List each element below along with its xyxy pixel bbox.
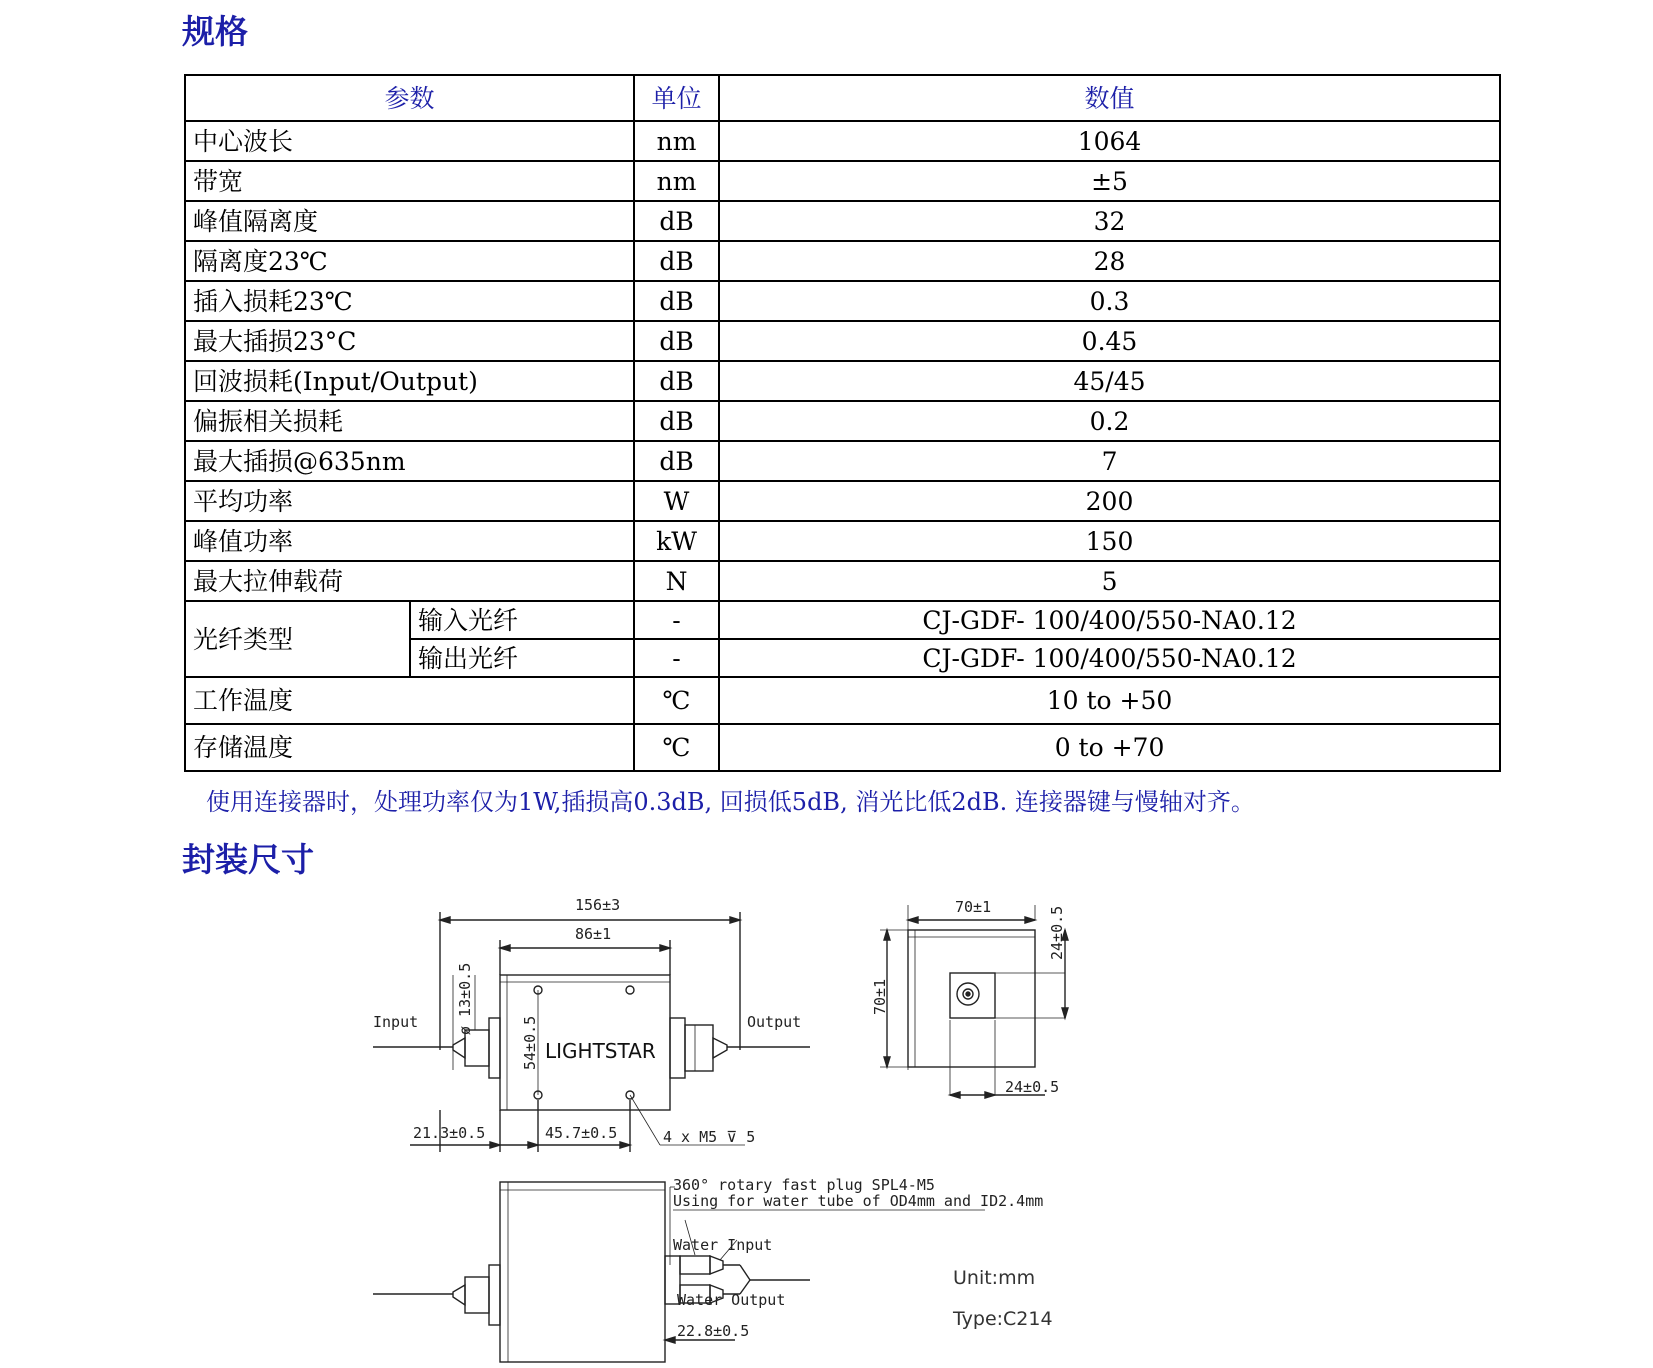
header-value: 数值	[719, 75, 1500, 121]
fiber-input-value: CJ-GDF- 100/400/550-NA0.12	[719, 601, 1500, 639]
side-offset-v: 24±0.5	[1048, 905, 1066, 960]
fiber-input-unit: -	[634, 601, 719, 639]
table-row	[185, 321, 1500, 361]
fiber-output-unit: -	[634, 639, 719, 677]
param-cell: 回波损耗(Input/Output)	[185, 361, 634, 401]
param-cell: 平均功率	[185, 481, 634, 521]
value-cell: 200	[719, 481, 1500, 521]
param-cell: 最大拉伸载荷	[185, 561, 634, 601]
dim-height: 54±0.5	[521, 1015, 539, 1070]
unit-cell: dB	[634, 281, 719, 321]
param-cell: 隔离度23℃	[185, 241, 634, 281]
value-cell: 28	[719, 241, 1500, 281]
bottom-view	[373, 1176, 1053, 1362]
dim-left: 21.3±0.5	[413, 1124, 486, 1142]
spec-section-title: 规格	[182, 12, 248, 51]
param-cell: 峰值功率	[185, 521, 634, 561]
input-label: Input	[373, 1013, 419, 1031]
value-cell: 0 to +70	[719, 724, 1500, 771]
param-cell: 最大插损23°C	[185, 321, 634, 361]
unit-cell: dB	[634, 321, 719, 361]
unit-cell: dB	[634, 361, 719, 401]
dim-body: 86±1	[575, 925, 612, 943]
unit-cell: dB	[634, 241, 719, 281]
unit-cell: dB	[634, 401, 719, 441]
package-drawing	[365, 890, 1145, 1365]
dim-diameter: ø 13±0.5	[456, 962, 474, 1035]
value-cell: 0.3	[719, 281, 1500, 321]
water-input-label: Water Input	[673, 1236, 773, 1254]
value-cell: 45/45	[719, 361, 1500, 401]
fiber-input-label: 输入光纤	[410, 601, 634, 639]
unit-cell: nm	[634, 121, 719, 161]
table-header-row	[185, 75, 1500, 121]
table-row	[185, 441, 1500, 481]
value-cell: 0.45	[719, 321, 1500, 361]
plug-line-1: 360° rotary fast plug SPL4-M5	[673, 1176, 935, 1194]
param-cell: 中心波长	[185, 121, 634, 161]
output-label: Output	[747, 1013, 802, 1031]
package-section-title: 封装尺寸	[182, 840, 314, 879]
side-width: 70±1	[955, 898, 992, 916]
param-cell: 存储温度	[185, 724, 634, 771]
value-cell: 150	[719, 521, 1500, 561]
unit-label: Unit:mm	[953, 1267, 1036, 1289]
fiber-type-cell: 光纤类型	[185, 601, 410, 677]
table-row-fiber-input	[185, 601, 1500, 639]
param-cell: 工作温度	[185, 677, 634, 724]
table-row	[185, 281, 1500, 321]
connector-note: 使用连接器时，处理功率仅为1W,插损高0.3dB, 回损低5dB, 消光比低2dB. 连接器键与慢轴对齐。	[206, 788, 1255, 816]
table-row	[185, 201, 1500, 241]
side-offset-h: 24±0.5	[1005, 1078, 1060, 1096]
unit-cell: N	[634, 561, 719, 601]
param-cell: 带宽	[185, 161, 634, 201]
header-unit: 单位	[634, 75, 719, 121]
table-row	[185, 121, 1500, 161]
dim-hole: 45.7±0.5	[545, 1124, 618, 1142]
unit-cell: nm	[634, 161, 719, 201]
type-label: Type:C214	[953, 1308, 1053, 1330]
param-cell: 偏振相关损耗	[185, 401, 634, 441]
value-cell: 7	[719, 441, 1500, 481]
dim-water: 22.8±0.5	[677, 1322, 750, 1340]
fiber-output-label: 输出光纤	[410, 639, 634, 677]
brand-label: LIGHTSTAR	[545, 1039, 656, 1063]
value-cell: 32	[719, 201, 1500, 241]
param-cell: 峰值隔离度	[185, 201, 634, 241]
value-cell: 1064	[719, 121, 1500, 161]
table-row	[185, 561, 1500, 601]
header-param: 参数	[185, 75, 634, 121]
value-cell: 5	[719, 561, 1500, 601]
plug-line-2: Using for water tube of OD4mm and ID2.4mm	[673, 1192, 1044, 1210]
top-view	[373, 896, 810, 1152]
value-cell: 10 to +50	[719, 677, 1500, 724]
table-row	[185, 481, 1500, 521]
unit-cell: kW	[634, 521, 719, 561]
table-row	[185, 401, 1500, 441]
unit-cell: dB	[634, 201, 719, 241]
unit-cell: ℃	[634, 724, 719, 771]
value-cell: ±5	[719, 161, 1500, 201]
fiber-output-value: CJ-GDF- 100/400/550-NA0.12	[719, 639, 1500, 677]
side-view	[871, 898, 1068, 1098]
param-cell: 最大插损@635nm	[185, 441, 634, 481]
table-row	[185, 724, 1500, 771]
table-row	[185, 361, 1500, 401]
dim-overall: 156±3	[575, 896, 621, 914]
table-row	[185, 677, 1500, 724]
side-height: 70±1	[871, 978, 889, 1015]
water-output-label: Water Output	[677, 1291, 786, 1309]
table-row	[185, 241, 1500, 281]
screw-spec: 4 x M5 ⊽ 5	[663, 1128, 756, 1146]
unit-cell: dB	[634, 441, 719, 481]
table-row	[185, 521, 1500, 561]
unit-cell: W	[634, 481, 719, 521]
value-cell: 0.2	[719, 401, 1500, 441]
spec-table	[184, 74, 1501, 772]
table-row	[185, 161, 1500, 201]
param-cell: 插入损耗23℃	[185, 281, 634, 321]
unit-cell: ℃	[634, 677, 719, 724]
